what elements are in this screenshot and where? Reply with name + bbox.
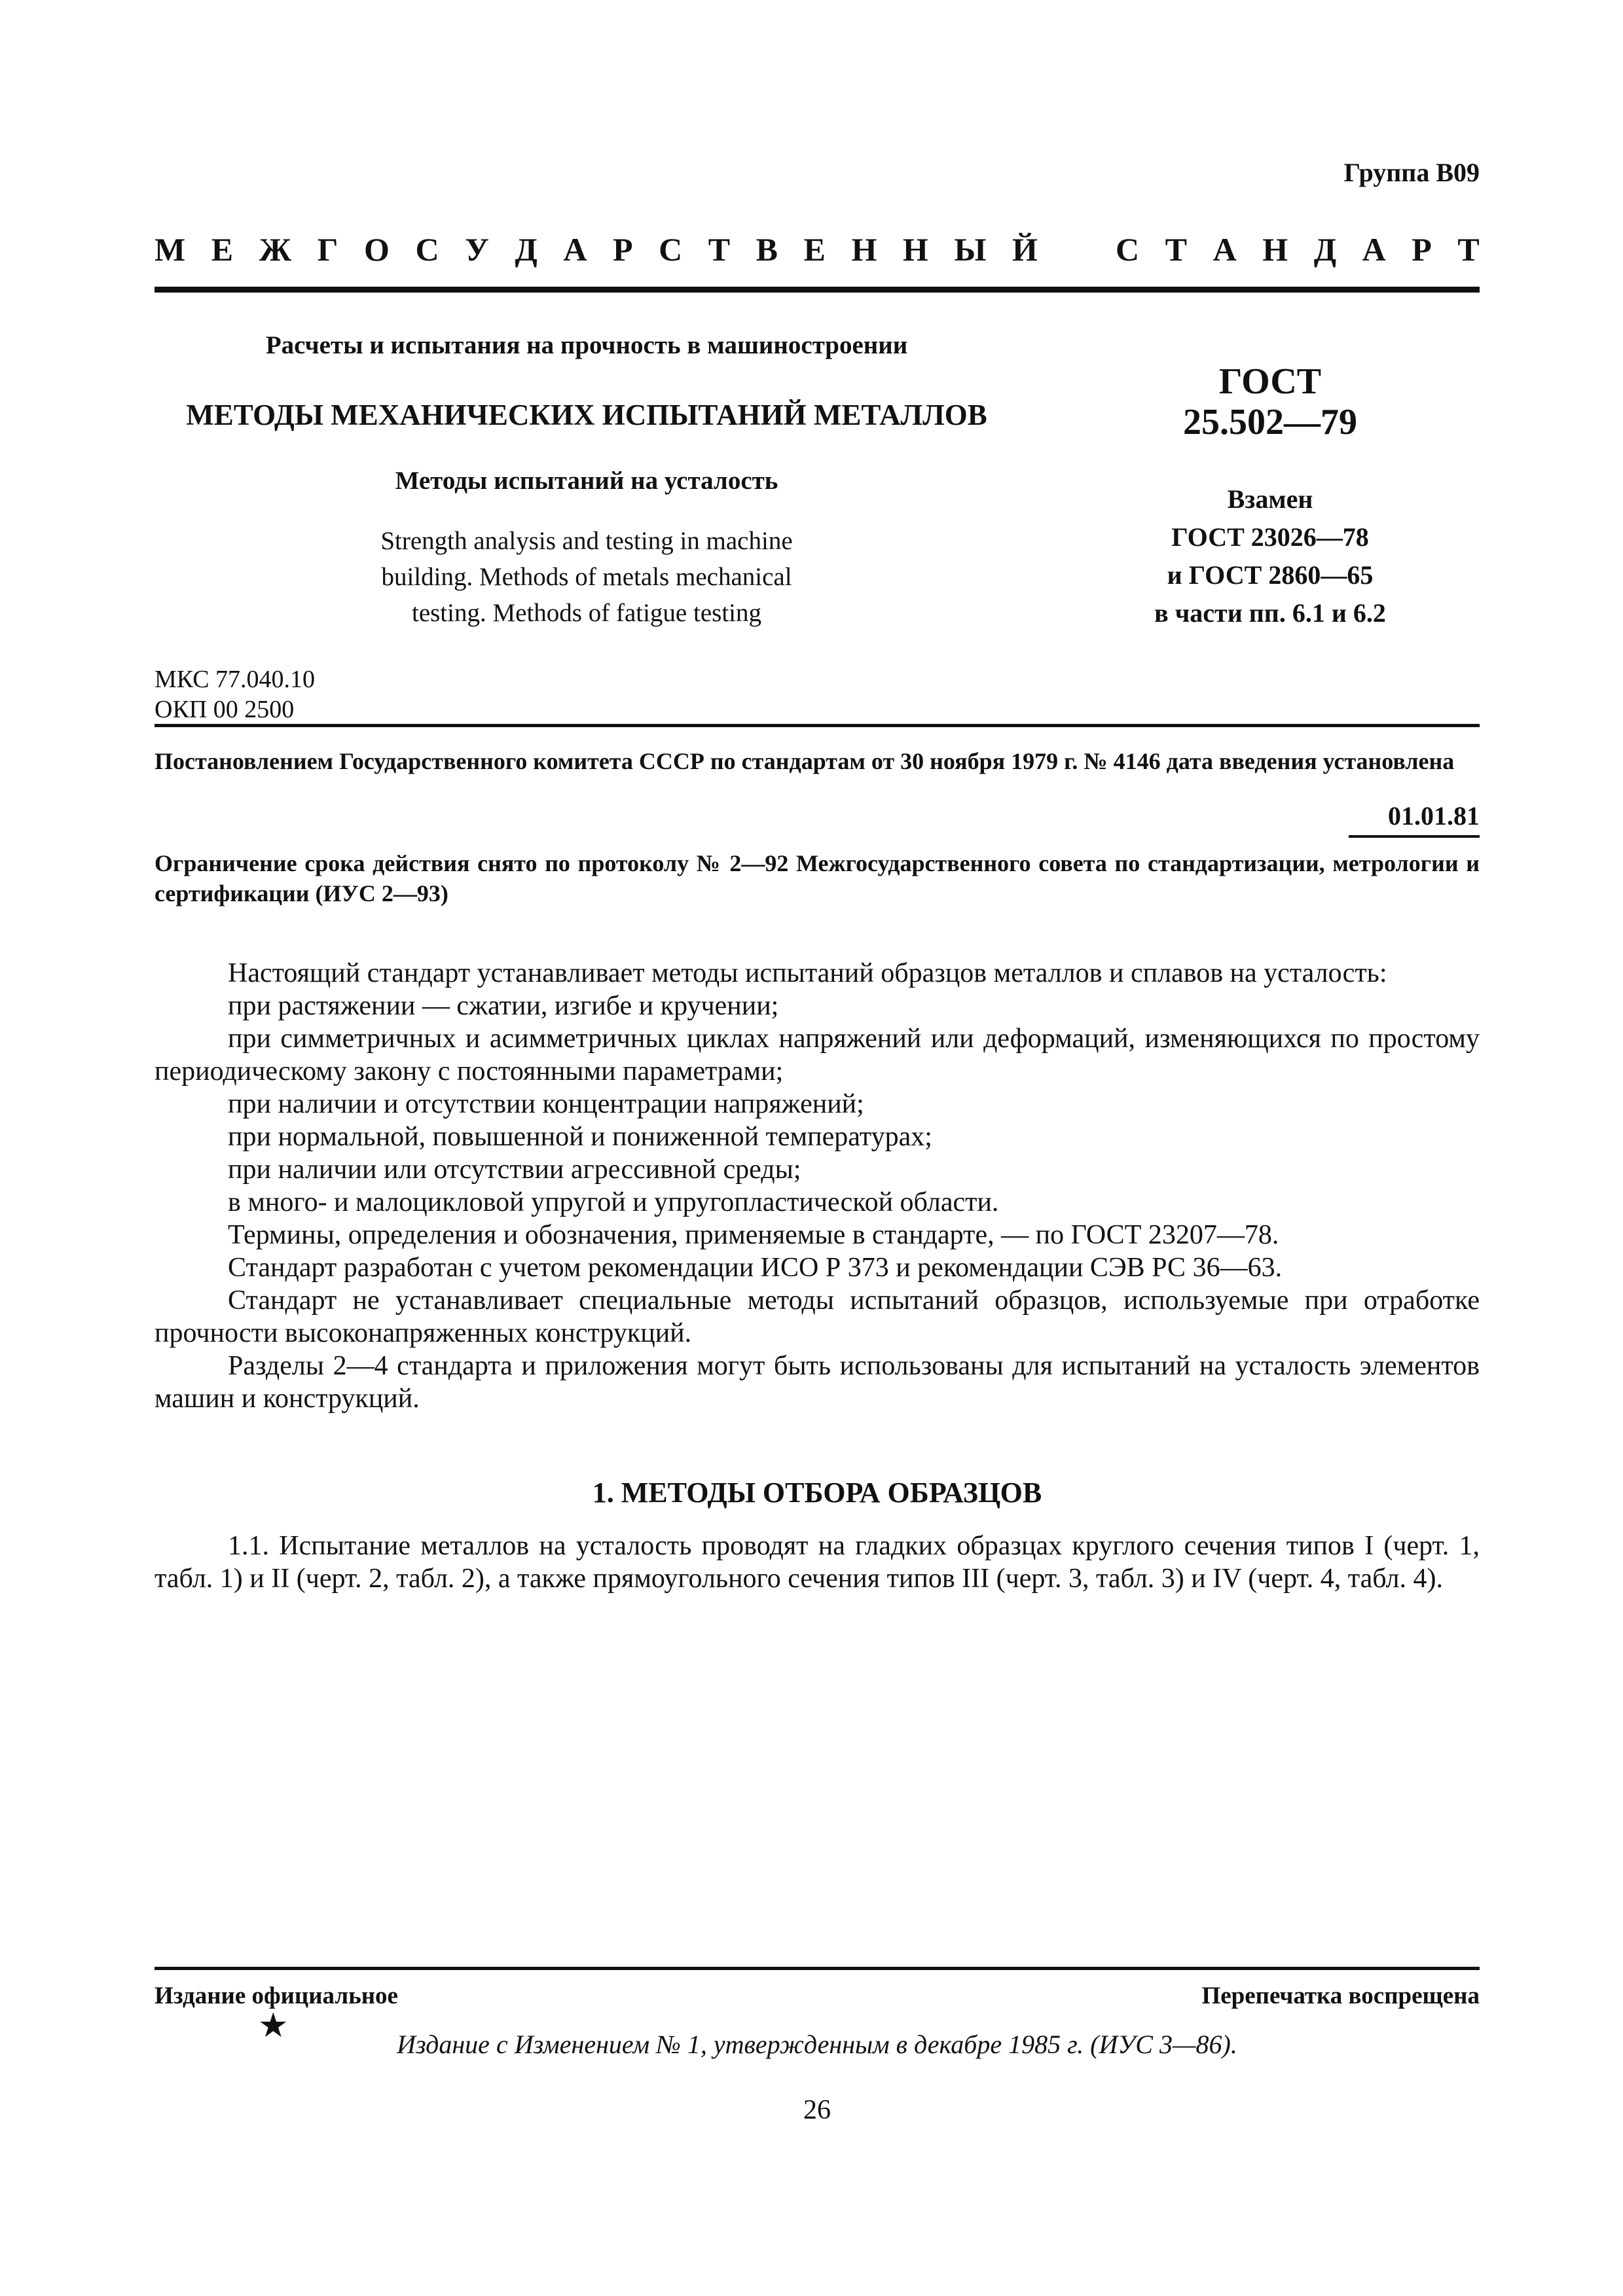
banner-letter: Р bbox=[612, 231, 633, 268]
official-edition-label: Издание официальное bbox=[155, 1982, 398, 2009]
section-paragraph: 1.1. Испытание металлов на усталость проводят на гладких образцах круглого сечения типов I (черт. 1, табл. 1) и II (черт. 2, табл. 2), а также прямоугольного сечения типов III (черт. 3, табл. 3) и IV (черт. 4, табл. 4). bbox=[155, 1531, 1480, 1594]
page-number: 26 bbox=[803, 2095, 831, 2125]
english-title-line: building. Methods of metals mechanical bbox=[381, 563, 792, 591]
body-paragraph: при наличии и отсутствии концентрации напряжений; bbox=[228, 1089, 864, 1119]
banner-letter: Г bbox=[317, 231, 338, 268]
banner-letter: А bbox=[1362, 231, 1386, 268]
star-icon: ★ bbox=[258, 2007, 289, 2045]
banner-letter: Д bbox=[515, 231, 538, 268]
okp-code: ОКП 00 2500 bbox=[155, 696, 295, 723]
banner-letter: М bbox=[155, 231, 186, 268]
banner-letter: С bbox=[415, 231, 439, 268]
banner-letter: Н bbox=[851, 231, 877, 268]
banner-letter: А bbox=[1213, 231, 1237, 268]
banner-letter: С bbox=[659, 231, 683, 268]
banner-letter: Е bbox=[803, 231, 826, 268]
banner-letter: Н bbox=[1262, 231, 1288, 268]
replaces-line: Взамен bbox=[1227, 484, 1313, 514]
banner-letter: Ж bbox=[259, 231, 292, 268]
introduction-date: 01.01.81 bbox=[1388, 801, 1480, 831]
banner-letter: В bbox=[756, 231, 778, 268]
decree-text: Постановлением Государственного комитета СССР по стандартам от 30 ноября 1979 г. № 4146 дата введения установлена bbox=[155, 748, 1455, 774]
banner-letter: Т bbox=[1457, 231, 1480, 268]
interstate-standard-banner bbox=[155, 230, 1480, 268]
section-text bbox=[155, 1530, 1480, 1595]
body-paragraph: при наличии или отсутствии агрессивной среды; bbox=[228, 1155, 801, 1185]
banner-letter: Т bbox=[1165, 231, 1188, 268]
english-title-line: testing. Methods of fatigue testing bbox=[411, 599, 761, 627]
banner-letter: А bbox=[563, 231, 587, 268]
mks-code: МКС 77.040.10 bbox=[155, 666, 316, 693]
middle-rule bbox=[155, 724, 1480, 727]
banner-letter: Д bbox=[1313, 231, 1337, 268]
banner-letter: У bbox=[465, 231, 489, 268]
replaces-line: ГОСТ 23026—78 bbox=[1171, 522, 1369, 552]
bottom-rule bbox=[155, 1967, 1480, 1970]
top-rule bbox=[155, 287, 1480, 293]
main-title: МЕТОДЫ МЕХАНИЧЕСКИХ ИСПЫТАНИЙ МЕТАЛЛОВ bbox=[186, 399, 987, 431]
banner-letter: О bbox=[364, 231, 390, 268]
banner-letter: Н bbox=[902, 231, 928, 268]
banner-word-gap bbox=[1063, 230, 1089, 268]
english-title bbox=[155, 523, 1019, 631]
banner-letter: Р bbox=[1412, 231, 1432, 268]
replaces-line: в части пп. 6.1 и 6.2 bbox=[1154, 598, 1386, 628]
subject-line: Расчеты и испытания на прочность в машиностроении bbox=[265, 331, 908, 359]
body-paragraph: Стандарт разработан с учетом рекомендации ИСО Р 373 и рекомендации СЭВ РС 36—63. bbox=[228, 1253, 1283, 1283]
group-label: Группа В09 bbox=[1343, 158, 1480, 187]
banner-letter: Ы bbox=[954, 231, 987, 268]
body-paragraph: при растяжении — сжатии, изгибе и кручении; bbox=[228, 991, 779, 1021]
classification-codes bbox=[155, 664, 315, 725]
validity-limit-text: Ограничение срока действия снято по протоколу № 2—92 Межгосударственного совета по стандартизации, метрологии и сертификации (ИУС 2—93) bbox=[155, 850, 1480, 906]
banner-letter: Т bbox=[708, 231, 731, 268]
banner-letter: Е bbox=[211, 231, 234, 268]
english-title-line: Strength analysis and testing in machine bbox=[380, 527, 793, 555]
gost-designation-block bbox=[1087, 361, 1453, 632]
section-heading: 1. МЕТОДЫ ОТБОРА ОБРАЗЦОВ bbox=[592, 1477, 1042, 1509]
body-paragraph: Стандарт не устанавливает специальные методы испытаний образцов, используемые при отработке прочности высоконапряженных конструкций. bbox=[155, 1285, 1480, 1348]
replaces-block bbox=[1087, 480, 1453, 632]
replaces-line: и ГОСТ 2860—65 bbox=[1167, 560, 1374, 590]
body-paragraph: Термины, определения и обозначения, применяемые в стандарте, — по ГОСТ 23207—78. bbox=[228, 1220, 1279, 1250]
body-paragraph: Разделы 2—4 стандарта и приложения могут быть использованы для испытаний на усталость элементов машин и конструкций. bbox=[155, 1351, 1480, 1414]
body-paragraph: при симметричных и асимметричных циклах напряжений или деформаций, изменяющихся по простому периодическому закону с постоянными параметрами; bbox=[155, 1024, 1480, 1086]
sub-title: Методы испытаний на усталость bbox=[395, 467, 778, 495]
amendment-note: Издание с Изменением № 1, утвержденным в декабре 1985 г. (ИУС 3—86). bbox=[397, 2030, 1237, 2059]
gost-number: 25.502—79 bbox=[1183, 402, 1357, 442]
title-block bbox=[155, 331, 1019, 631]
body-paragraph: Настоящий стандарт устанавливает методы испытаний образцов металлов и сплавов на усталость: bbox=[228, 958, 1387, 988]
date-underline bbox=[1349, 835, 1480, 838]
banner-letter: С bbox=[1116, 231, 1140, 268]
banner-letter: Й bbox=[1012, 231, 1038, 268]
body-paragraph: в много- и малоцикловой упругой и упругопластической области. bbox=[228, 1187, 999, 1217]
gost-word: ГОСТ bbox=[1218, 361, 1322, 402]
body-text bbox=[155, 957, 1480, 1415]
reprint-prohibited-label: Перепечатка воспрещена bbox=[1201, 1982, 1480, 2009]
body-paragraph: при нормальной, повышенной и пониженной температурах; bbox=[228, 1122, 932, 1152]
